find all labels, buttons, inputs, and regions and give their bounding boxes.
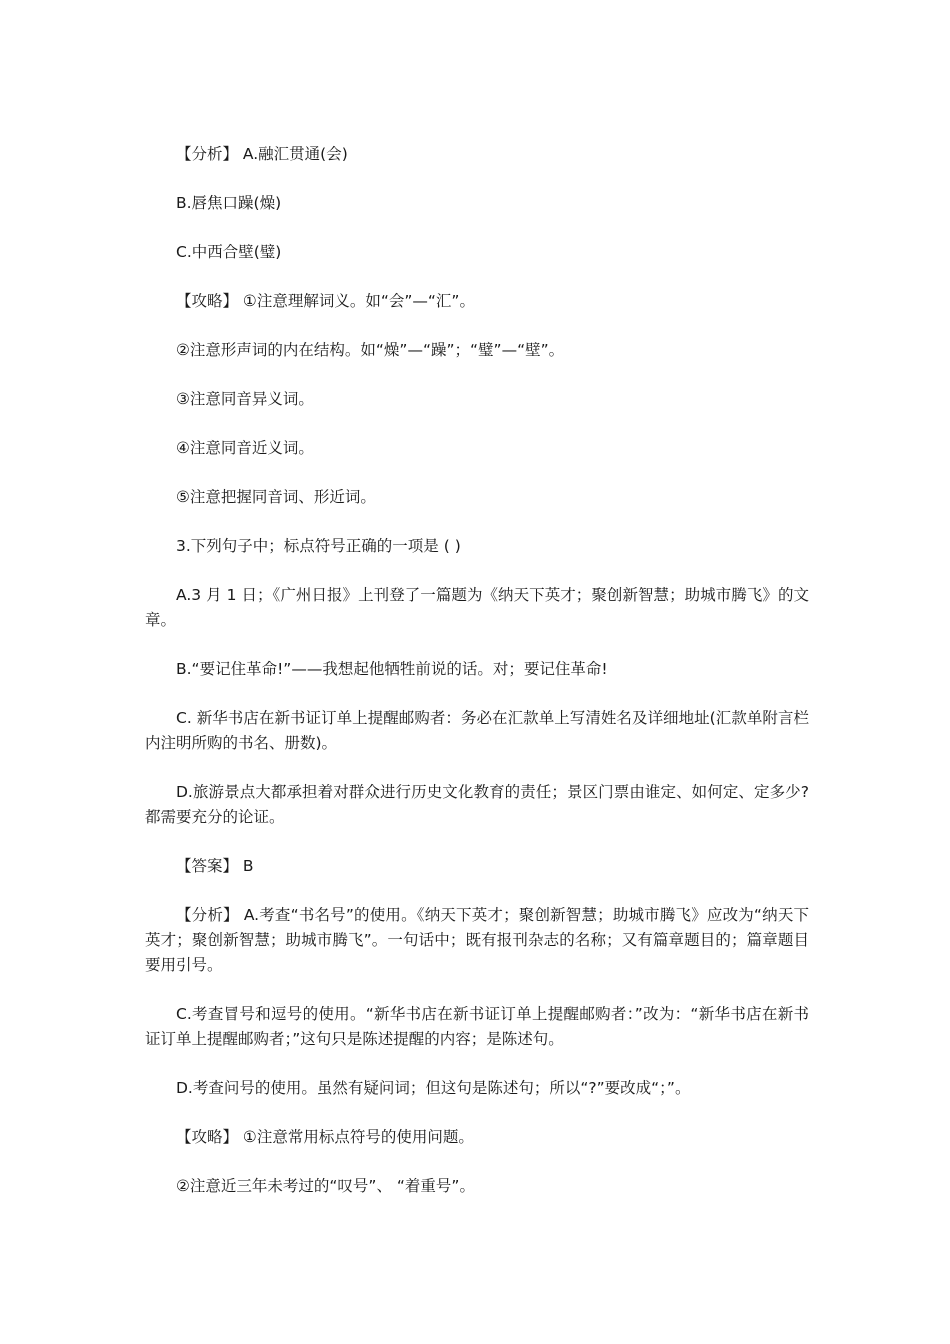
strategy-heading-2: 【攻略】 ①注意常用标点符号的使用问题。 [176, 1128, 474, 1146]
answer: 【答案】 B [176, 857, 254, 875]
document-body [145, 142, 809, 1223]
option-a: A.3 月 1 日；《广州日报》上刊登了一篇题为《纳天下英才；聚创新智慧；助城市腾飞》的文章。 [145, 586, 809, 629]
analysis-item-b: B.唇焦口躁(燥) [176, 194, 282, 212]
analysis-d: D.考查问号的使用。虽然有疑问词；但这句是陈述句；所以“?”要改成“；”。 [176, 1079, 691, 1097]
analysis-heading-a: 【分析】 A.融汇贯通(会) [176, 145, 348, 163]
strategy-item-5: ⑤注意把握同音词、形近词。 [176, 488, 376, 506]
option-b: B.“要记住革命!”——我想起他牺牲前说的话。对；要记住革命! [176, 660, 608, 678]
strategy-item-2b: ②注意近三年未考过的“叹号”、 “着重号”。 [176, 1177, 475, 1195]
strategy-item-2: ②注意形声词的内在结构。如“燥”—“躁”；“璧”—“壁”。 [176, 341, 565, 359]
analysis-a: 【分析】 A.考查“书名号”的使用。《纳天下英才；聚创新智慧；助城市腾飞》应改为“纳天下英才；聚创新智慧；助城市腾飞”。一句话中；既有报刊杂志的名称；又有篇章题目的；篇章题目要用引号。 [145, 906, 809, 974]
option-c: C. 新华书店在新书证订单上提醒邮购者：务必在汇款单上写清姓名及详细地址(汇款单附言栏内注明所购的书名、册数)。 [145, 709, 809, 752]
strategy-item-4: ④注意同音近义词。 [176, 439, 314, 457]
option-d: D.旅游景点大都承担着对群众进行历史文化教育的责任；景区门票由谁定、如何定、定多少?都需要充分的论证。 [145, 783, 809, 826]
question-3: 3.下列句子中；标点符号正确的一项是 ( ) [176, 537, 461, 555]
strategy-heading: 【攻略】 ①注意理解词义。如“会”—“汇”。 [176, 292, 475, 310]
analysis-c: C.考查冒号和逗号的使用。“新华书店在新书证订单上提醒邮购者：”改为：“新华书店在新书证订单上提醒邮购者；”这句只是陈述提醒的内容；是陈述句。 [145, 1005, 809, 1048]
analysis-item-c: C.中西合壁(璧) [176, 243, 282, 261]
strategy-item-3: ③注意同音异义词。 [176, 390, 314, 408]
